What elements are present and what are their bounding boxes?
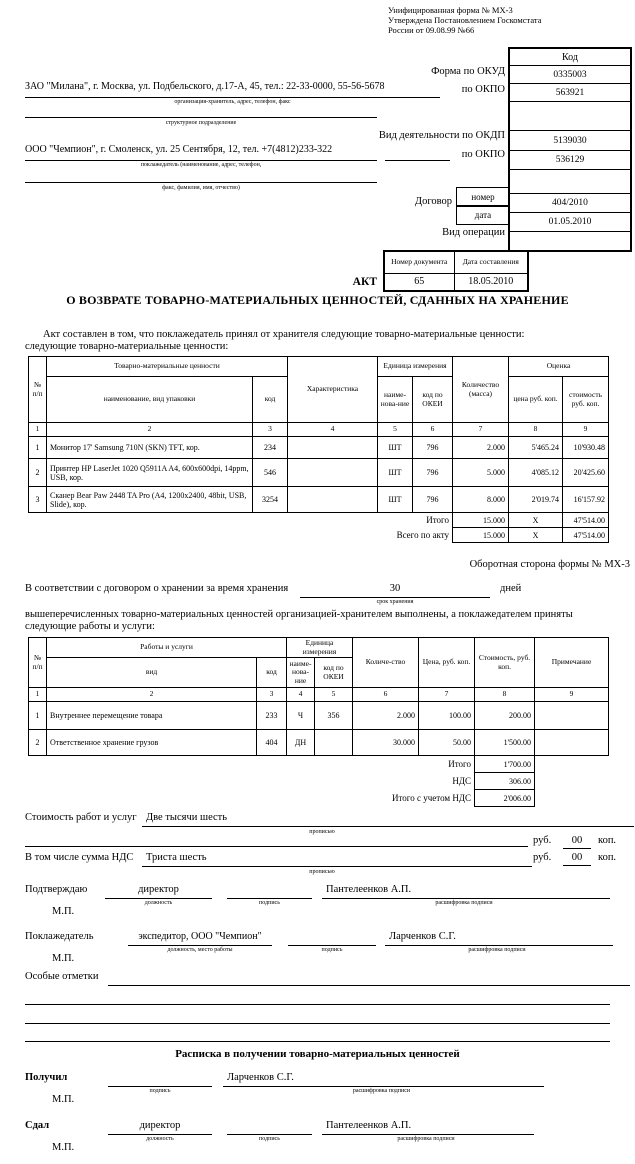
goods-row-2	[29, 459, 609, 487]
goods-colnum: 3	[253, 423, 288, 437]
storage-text2: вышеперечисленных товарно-материальных ценностей организацией-хранителем выполнены, а поклажедателем приняты	[25, 609, 573, 620]
services-vat-value: 306.00	[475, 773, 535, 790]
services-h-group: Работы и услуги	[47, 638, 287, 658]
okpo-depositor-value: 536129	[510, 150, 630, 169]
goods-colnum: 7	[453, 423, 509, 437]
division-line	[25, 114, 377, 118]
contract-number-value: 404/2010	[510, 193, 630, 212]
okud-label: Форма по ОКУД	[431, 66, 505, 77]
received-sign-line	[108, 1072, 212, 1087]
services-h-unit-code: код по ОКЕИ	[315, 658, 353, 688]
services-h-code: код	[257, 658, 287, 688]
goods-grand-cost: 47'514.00	[563, 528, 609, 543]
services-vat-label: НДС	[452, 775, 472, 786]
goods-h-price: цена руб. коп.	[509, 377, 563, 423]
goods-cell-price: 4'085.12	[509, 459, 563, 487]
goods-colnum: 6	[413, 423, 453, 437]
services-h-unit-name: наиме-нова-ние	[287, 658, 315, 688]
cost-words-caption: прописью	[309, 829, 335, 835]
goods-h-cost: стоимость руб. коп.	[563, 377, 609, 423]
form-meta-line1: Унифицированная форма № МХ-3	[388, 5, 513, 15]
services-total-vat-row	[29, 790, 609, 807]
cost-kop-value: 00	[563, 835, 591, 849]
goods-grand-label: Всего по акту	[396, 529, 450, 540]
goods-cell-okei: 796	[413, 487, 453, 513]
goods-cell-char	[288, 487, 378, 513]
goods-cell-unit: ШТ	[378, 437, 413, 459]
goods-cell-n: 1	[29, 437, 47, 459]
services-cell-price: 100.00	[419, 702, 475, 730]
contract-date-cell: дата	[456, 205, 510, 225]
services-colnum: 7	[419, 688, 475, 702]
goods-cell-n: 3	[29, 487, 47, 513]
reverse-side-title: Оборотная сторона формы № МХ-3	[469, 559, 630, 570]
vat-words-value: Триста шесть	[142, 852, 532, 867]
act-number-value: 65	[384, 273, 454, 291]
form-meta-line2: Утверждена Постановлением Госкомстата	[388, 15, 542, 25]
cost-words-line2	[25, 832, 528, 847]
services-colnum: 2	[47, 688, 257, 702]
goods-cell-code: 234	[253, 437, 288, 459]
handed-label: Сдал	[25, 1120, 50, 1131]
services-colnum: 6	[353, 688, 419, 702]
services-cell-name: Ответственное хранение грузов	[47, 730, 257, 756]
goods-cell-price: 2'019.74	[509, 487, 563, 513]
blank-line-1	[25, 1004, 610, 1005]
goods-cell-char	[288, 459, 378, 487]
services-colnum: 8	[475, 688, 535, 702]
services-cell-cost: 200.00	[475, 702, 535, 730]
goods-h-unit-code: код по ОКЕИ	[413, 377, 453, 423]
act-date-value: 18.05.2010	[454, 273, 528, 291]
goods-cell-cost: 20'425.60	[563, 459, 609, 487]
act-intro-line1: Акт составлен в том, что поклажедатель принял от хранителя следующие товарно-материальные ценности:	[43, 329, 525, 340]
goods-grand-x: X	[509, 528, 563, 543]
services-cell-price: 50.00	[419, 730, 475, 756]
form-meta-line3: России от 09.08.99 №66	[388, 25, 475, 35]
services-total-vat-value: 2'006.00	[475, 790, 535, 807]
services-cell-qty: 2.000	[353, 702, 419, 730]
code-table	[508, 47, 632, 252]
goods-row-3	[29, 487, 609, 513]
fax-line	[25, 179, 377, 183]
services-vat-row	[29, 773, 609, 790]
received-label: Получил	[25, 1072, 68, 1083]
goods-cell-unit: ШТ	[378, 459, 413, 487]
contract-label: Договор	[414, 196, 452, 207]
services-colnum: 3	[257, 688, 287, 702]
goods-colnum: 5	[378, 423, 413, 437]
depositor-sign-line	[288, 931, 376, 946]
act-number-header: Номер документа	[384, 251, 454, 273]
goods-colnum: 9	[563, 423, 609, 437]
storage-days-value: 30	[300, 583, 490, 598]
special-notes-label: Особые отметки	[25, 971, 99, 982]
goods-cell-code: 546	[253, 459, 288, 487]
goods-grand-row	[29, 528, 609, 543]
keeper-caption: организация-хранитель, адрес, телефон, факс	[174, 99, 291, 105]
depositor-label: Поклажедатель	[25, 931, 94, 942]
operation-label: Вид операции	[442, 227, 505, 238]
receipt-title: Расписка в получении товарно-материальных ценностей	[175, 1048, 460, 1060]
handed-position-caption: должность	[146, 1136, 174, 1142]
okpo-keeper-label: по ОКПО	[461, 84, 505, 95]
goods-h-ocenka: Оценка	[509, 357, 609, 377]
handed-sign-caption: подпись	[259, 1136, 280, 1142]
services-row-1	[29, 702, 609, 730]
services-h-qty: Количе-ство	[353, 638, 419, 688]
services-cell-unit: Ч	[287, 702, 315, 730]
goods-cell-cost: 10'930.48	[563, 437, 609, 459]
vat-kop-value: 00	[563, 852, 591, 866]
depositor-okpo-line	[385, 144, 450, 161]
goods-total-cost: 47'514.00	[563, 513, 609, 528]
services-h-unit: Единица измерения	[287, 638, 353, 658]
goods-total-row	[29, 513, 609, 528]
division-caption: структурное подразделение	[165, 120, 237, 126]
goods-cell-okei: 796	[413, 437, 453, 459]
form-meta	[388, 5, 542, 35]
cost-words-label: Стоимость работ и услуг	[25, 812, 137, 823]
services-h-vid: вид	[47, 658, 257, 688]
special-notes-line	[108, 971, 630, 986]
services-h-price: Цена, руб. коп.	[419, 638, 475, 688]
services-cell-n: 1	[29, 702, 47, 730]
goods-cell-name: Монитор 17' Samsung 710N (SKN) TFT, кор.	[47, 437, 253, 459]
handed-position: директор	[108, 1120, 212, 1135]
goods-colnum: 2	[47, 423, 253, 437]
contract-number-cell: номер	[456, 187, 510, 207]
confirm-name-caption: расшифровка подписи	[435, 900, 493, 906]
goods-h-unit-name: наиме-нова-ние	[378, 377, 413, 423]
okdp-value: 5139030	[510, 130, 630, 150]
goods-cell-name: Принтер HP LaserJet 1020 Q5911A A4, 600x600dpi, 14ppm, USB, кор.	[47, 459, 253, 487]
storage-days-suffix: дней	[500, 583, 522, 594]
confirm-name: Пантелеенков А.П.	[322, 884, 610, 899]
okpo-keeper-value: 563921	[510, 83, 630, 101]
goods-h-qty: Количество (масса)	[453, 357, 509, 423]
services-cell-code: 233	[257, 702, 287, 730]
handed-mp: М.П.	[52, 1142, 75, 1153]
services-colnum: 4	[287, 688, 315, 702]
services-cell-cost: 1'500.00	[475, 730, 535, 756]
fax-caption: факс, фамилия, имя, отчество)	[162, 185, 240, 191]
confirm-position-caption: должность	[144, 900, 173, 906]
act-intro-line2: следующие товарно-материальные ценности:	[25, 341, 229, 352]
vat-rub-label: руб.	[533, 852, 552, 863]
depositor-mp: М.П.	[52, 953, 75, 964]
goods-cell-price: 5'465.24	[509, 437, 563, 459]
goods-cell-qty: 5.000	[453, 459, 509, 487]
cost-rub-label: руб.	[533, 835, 552, 846]
goods-total-qty: 15.000	[453, 513, 509, 528]
act-title: О ВОЗВРАТЕ ТОВАРНО-МАТЕРИАЛЬНЫХ ЦЕННОСТЕЙ, СДАННЫХ НА ХРАНЕНИЕ	[66, 293, 569, 307]
goods-cell-unit: ШТ	[378, 487, 413, 513]
contract-date-value: 01.05.2010	[510, 212, 630, 231]
depositor-position: экспедитор, ООО "Чемпион"	[128, 931, 272, 946]
depositor-caption: поклажедатель (наименование, адрес, телефон,	[140, 162, 262, 168]
services-cell-okei	[315, 730, 353, 756]
goods-total-label: Итого	[426, 514, 450, 525]
confirm-sign-caption: подпись	[259, 900, 280, 906]
depositor-sign-caption: подпись	[321, 947, 343, 953]
confirm-sign-line	[227, 884, 312, 899]
services-total-row	[29, 756, 609, 773]
keeper-line: ЗАО "Милана", г. Москва, ул. Подбельского, д.17-А, 45, тел.: 22-33-0000, 55-56-5678	[25, 81, 440, 98]
services-table	[28, 637, 609, 807]
services-h-note: Примечание	[535, 638, 609, 688]
depositor-position-caption: должность, место работы	[167, 947, 233, 953]
storage-text: В соответствии с договором о хранении за время хранения	[25, 583, 289, 594]
services-colnum: 5	[315, 688, 353, 702]
code-empty-2	[510, 169, 630, 193]
services-total-label: Итого	[448, 758, 472, 769]
goods-colnum: 8	[509, 423, 563, 437]
received-sign-caption: подпись	[149, 1088, 171, 1094]
blank-line-3	[25, 1041, 610, 1042]
services-cell-n: 2	[29, 730, 47, 756]
services-colnum: 1	[29, 688, 47, 702]
depositor-name: Ларченков С.Г.	[385, 931, 613, 946]
handed-sign-line	[227, 1120, 312, 1135]
goods-cell-code: 3254	[253, 487, 288, 513]
confirm-position: директор	[105, 884, 212, 899]
services-cell-code: 404	[257, 730, 287, 756]
services-cell-qty: 30.000	[353, 730, 419, 756]
storage-text3: следующие работы и услуги:	[25, 621, 155, 632]
services-cell-name: Внутреннее перемещение товара	[47, 702, 257, 730]
goods-cell-qty: 2.000	[453, 437, 509, 459]
goods-total-x: X	[509, 513, 563, 528]
confirm-mp: М.П.	[52, 906, 75, 917]
received-name: Ларченков С.Г.	[223, 1072, 544, 1087]
code-header: Код	[562, 51, 578, 63]
goods-colnum: 1	[29, 423, 47, 437]
services-cell-okei: 356	[315, 702, 353, 730]
services-cell-unit: ДН	[287, 730, 315, 756]
goods-colnum: 4	[288, 423, 378, 437]
services-h-cost: Стоимость, руб. коп.	[475, 638, 535, 688]
goods-cell-char	[288, 437, 378, 459]
services-total-vat-note	[535, 790, 609, 807]
goods-h-unit: Единица измерения	[378, 357, 453, 377]
services-total-value: 1'700.00	[475, 756, 535, 773]
okpo-depositor-label: по ОКПО	[461, 149, 505, 160]
goods-cell-name: Сканер Bear Paw 2448 TA Pro (A4, 1200x2400, 48bit, USB, Slide), кор.	[47, 487, 253, 513]
services-total-note	[535, 756, 609, 773]
act-label: АКТ	[352, 276, 377, 288]
goods-row-1	[29, 437, 609, 459]
services-h-npp: № п/п	[29, 638, 47, 688]
confirm-label: Подтверждаю	[25, 884, 88, 895]
vat-words-label: В том числе сумма НДС	[25, 852, 134, 863]
goods-table	[28, 356, 609, 543]
goods-h-code: код	[253, 377, 288, 423]
goods-h-group: Товарно-материальные ценности	[47, 357, 288, 377]
handed-name-caption: расшифровка подписи	[397, 1136, 455, 1142]
depositor-name-caption: расшифровка подписи	[468, 947, 526, 953]
goods-h-char: Характеристика	[288, 357, 378, 423]
goods-cell-okei: 796	[413, 459, 453, 487]
received-mp: М.П.	[52, 1094, 75, 1105]
goods-h-name: наименование, вид упаковки	[47, 377, 253, 423]
okud-value: 0335003	[510, 65, 630, 83]
storage-days-caption: срок хранения	[376, 599, 414, 605]
goods-cell-n: 2	[29, 459, 47, 487]
depositor-line: ООО "Чемпион", г. Смоленск, ул. 25 Сентября, 12, тел. +7(4812)233-322	[25, 144, 377, 161]
goods-h-npp: № п/п	[29, 357, 47, 423]
goods-cell-qty: 8.000	[453, 487, 509, 513]
vat-kop-label: коп.	[598, 852, 617, 863]
code-empty-1	[510, 101, 630, 130]
received-name-caption: расшифровка подписи	[352, 1088, 411, 1094]
services-colnum: 9	[535, 688, 609, 702]
services-cell-note	[535, 702, 609, 730]
act-date-header: Дата составления	[454, 251, 528, 273]
cost-kop-label: коп.	[598, 835, 617, 846]
services-total-vat-label: Итого с учетом НДС	[391, 792, 472, 803]
blank-line-2	[25, 1023, 610, 1024]
services-row-2	[29, 730, 609, 756]
operation-value	[510, 231, 630, 250]
okdp-label: Вид деятельности по ОКДП	[378, 130, 505, 141]
services-cell-note	[535, 730, 609, 756]
goods-grand-qty: 15.000	[453, 528, 509, 543]
handed-name: Пантелеенков А.П.	[322, 1120, 534, 1135]
vat-words-caption: прописью	[309, 869, 335, 875]
goods-cell-cost: 16'157.92	[563, 487, 609, 513]
act-number-table	[383, 250, 529, 292]
cost-words-value: Две тысячи шесть	[142, 812, 634, 827]
services-vat-note	[535, 773, 609, 790]
